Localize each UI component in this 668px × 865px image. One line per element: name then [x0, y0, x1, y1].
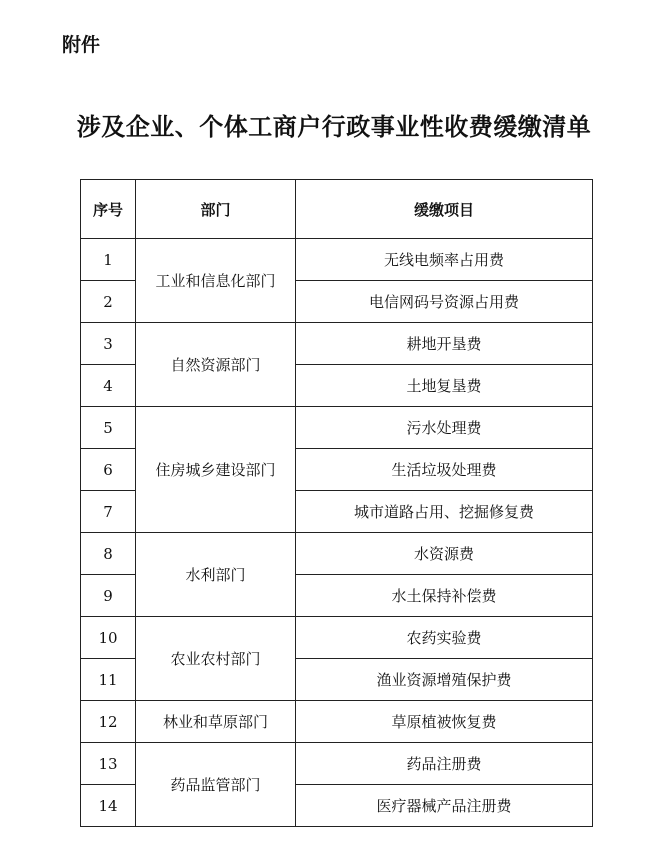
table-row: [81, 407, 593, 449]
document-title: 涉及企业、个体工商户行政事业性收费缓缴清单: [76, 112, 592, 141]
row-number: 4: [81, 365, 136, 407]
fee-item: 土地复垦费: [296, 365, 593, 407]
fee-item: 医疗器械产品注册费: [296, 785, 593, 827]
table-header: [81, 180, 593, 239]
fee-item: 水土保持补偿费: [296, 575, 593, 617]
row-number: 1: [81, 239, 136, 281]
attachment-label: 附件: [62, 34, 101, 56]
department-cell: 水利部门: [136, 533, 296, 617]
fee-item: 农药实验费: [296, 617, 593, 659]
department-cell: 药品监管部门: [136, 743, 296, 827]
department-cell: 农业农村部门: [136, 617, 296, 701]
table-row: [81, 743, 593, 785]
fee-item: 药品注册费: [296, 743, 593, 785]
row-number: 11: [81, 659, 136, 701]
fee-item: 水资源费: [296, 533, 593, 575]
table-row: [81, 239, 593, 281]
fee-item: 渔业资源增殖保护费: [296, 659, 593, 701]
row-number: 5: [81, 407, 136, 449]
header-row: [81, 180, 593, 239]
fee-deferral-table: [80, 179, 593, 827]
row-number: 7: [81, 491, 136, 533]
table-row: [81, 323, 593, 365]
department-cell: 林业和草原部门: [136, 701, 296, 743]
row-number: 9: [81, 575, 136, 617]
department-cell: 住房城乡建设部门: [136, 407, 296, 533]
table-row: [81, 533, 593, 575]
row-number: 3: [81, 323, 136, 365]
table-row: [81, 617, 593, 659]
table-row: [81, 701, 593, 743]
fee-item: 生活垃圾处理费: [296, 449, 593, 491]
header-item: 缓缴项目: [296, 180, 593, 239]
row-number: 6: [81, 449, 136, 491]
department-cell: 自然资源部门: [136, 323, 296, 407]
row-number: 14: [81, 785, 136, 827]
row-number: 10: [81, 617, 136, 659]
row-number: 8: [81, 533, 136, 575]
fee-item: 电信网码号资源占用费: [296, 281, 593, 323]
row-number: 12: [81, 701, 136, 743]
fee-item: 耕地开垦费: [296, 323, 593, 365]
header-no: 序号: [81, 180, 136, 239]
department-cell: 工业和信息化部门: [136, 239, 296, 323]
fee-item: 无线电频率占用费: [296, 239, 593, 281]
fee-item: 污水处理费: [296, 407, 593, 449]
row-number: 2: [81, 281, 136, 323]
fee-item: 城市道路占用、挖掘修复费: [296, 491, 593, 533]
fee-item: 草原植被恢复费: [296, 701, 593, 743]
row-number: 13: [81, 743, 136, 785]
header-dept: 部门: [136, 180, 296, 239]
table-body: [81, 239, 593, 827]
